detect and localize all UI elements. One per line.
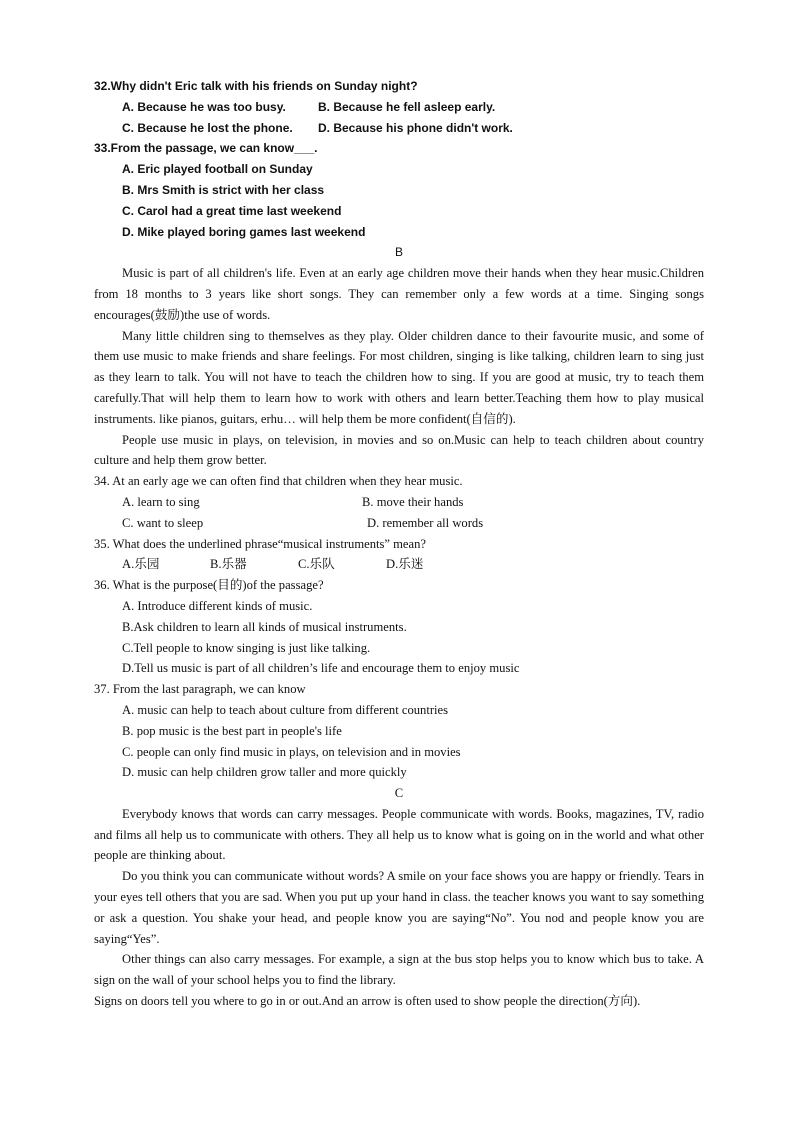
q34-option-d: D. remember all words: [367, 515, 484, 530]
q36-option-a: A. Introduce different kinds of music.: [122, 598, 313, 613]
section-c-paragraph-4: Signs on doors tell you where to go in or out.And an arrow is often used to show people the direction(方向).: [94, 994, 641, 1009]
q34-option-b: B. move their hands: [362, 494, 464, 509]
q33-option-c: C. Carol had a great time last weekend: [122, 203, 342, 218]
q32-option-a: A. Because he was too busy.: [122, 99, 286, 114]
section-b-paragraph-1: Music is part of all children's life. Even at an early age children move their hands when they hear music.Children from 18 months to 3 years like short songs. They can remember only a few words at a time. Singing songs encourages(鼓励)the use of words.: [94, 266, 704, 322]
section-b-heading: B: [394, 245, 403, 260]
question-33-stem: 33.From the passage, we can know___.: [94, 141, 318, 156]
section-c-paragraph-1: Everybody knows that words can carry messages. People communicate with words. Books, magazines, TV, radio and films all help us to communicate with others. They all help us to know what is going on in the world and what other people are thinking about.: [94, 806, 704, 863]
q36-option-b: B.Ask children to learn all kinds of musical instruments.: [122, 619, 407, 634]
q37-option-b: B. pop music is the best part in people's life: [122, 723, 342, 738]
section-c-paragraph-3: Other things can also carry messages. For example, a sign at the bus stop helps you to know which bus to take. A sign on the wall of your school helps you to find the library.: [94, 952, 704, 988]
q35-option-a: A.乐园: [122, 557, 160, 572]
q32-option-c: C. Because he lost the phone.: [122, 120, 293, 135]
question-32-stem: 32.Why didn't Eric talk with his friends on Sunday night?: [94, 79, 418, 93]
q32-option-b: B. Because he fell asleep early.: [318, 99, 496, 114]
q36-option-d: D.Tell us music is part of all children’s life and encourage them to enjoy music: [122, 661, 520, 676]
question-35-options: [94, 554, 704, 575]
q33-option-a: A. Eric played football on Sunday: [122, 162, 313, 177]
q33-option-b: B. Mrs Smith is strict with her class: [122, 182, 325, 197]
section-c-heading: C: [394, 786, 404, 801]
question-34-stem: 34. At an early age we can often find that children when they hear music.: [94, 474, 463, 489]
q34-option-a: A. learn to sing: [122, 494, 200, 509]
question-34-options-row-1: [94, 492, 704, 513]
q35-option-c: C.乐队: [298, 557, 335, 572]
section-b-paragraph-2: Many little children sing to themselves as they play. Older children dance to their favourite music, and some of them use music to make friends and share feelings. For most children, singing is like talking, children learn to sing just as they learn to talk. You will not have to teach the children how to sing. If you are good at music, try to teach them carefully.That will help them to learn how to work with others and learn better.Teaching them how to play musical instruments. like pianos, guitars, erhu… will help them be more confident(自信的).: [94, 328, 704, 426]
question-32-options-row-1: [94, 97, 704, 118]
q36-option-c: C.Tell people to know singing is just like talking.: [122, 640, 371, 655]
q34-option-c: C. want to sleep: [122, 515, 204, 530]
question-37-stem: 37. From the last paragraph, we can know: [94, 682, 306, 697]
q33-option-d: D. Mike played boring games last weekend: [122, 224, 366, 239]
q35-option-b: B.乐器: [210, 557, 247, 572]
q37-option-a: A. music can help to teach about culture from different countries: [122, 702, 449, 717]
section-b-paragraph-3: People use music in plays, on television, in movies and so on.Music can help to teach children about country culture and help them grow better.: [94, 432, 704, 468]
q35-option-d: D.乐迷: [386, 557, 424, 572]
q32-option-d: D. Because his phone didn't work.: [318, 120, 513, 135]
question-35-stem: 35. What does the underlined phrase“musical instruments” mean?: [94, 536, 427, 551]
question-32-options-row-2: [94, 118, 704, 139]
section-c-paragraph-2: Do you think you can communicate without words? A smile on your face shows you are happy or friendly. Tears in your eyes tell others that you are sad. When you put up your hand in class. the teacher knows you want to say something or ask a question. You shake your head, and people know you are saying“No”. You nod and people know you are saying“Yes”.: [94, 869, 704, 946]
worksheet-page: [94, 76, 704, 1012]
question-36-stem: 36. What is the purpose(目的)of the passage?: [94, 578, 324, 593]
question-34-options-row-2: [94, 513, 704, 534]
q37-option-d: D. music can help children grow taller and more quickly: [122, 765, 407, 780]
q37-option-c: C. people can only find music in plays, on television and in movies: [122, 744, 461, 759]
